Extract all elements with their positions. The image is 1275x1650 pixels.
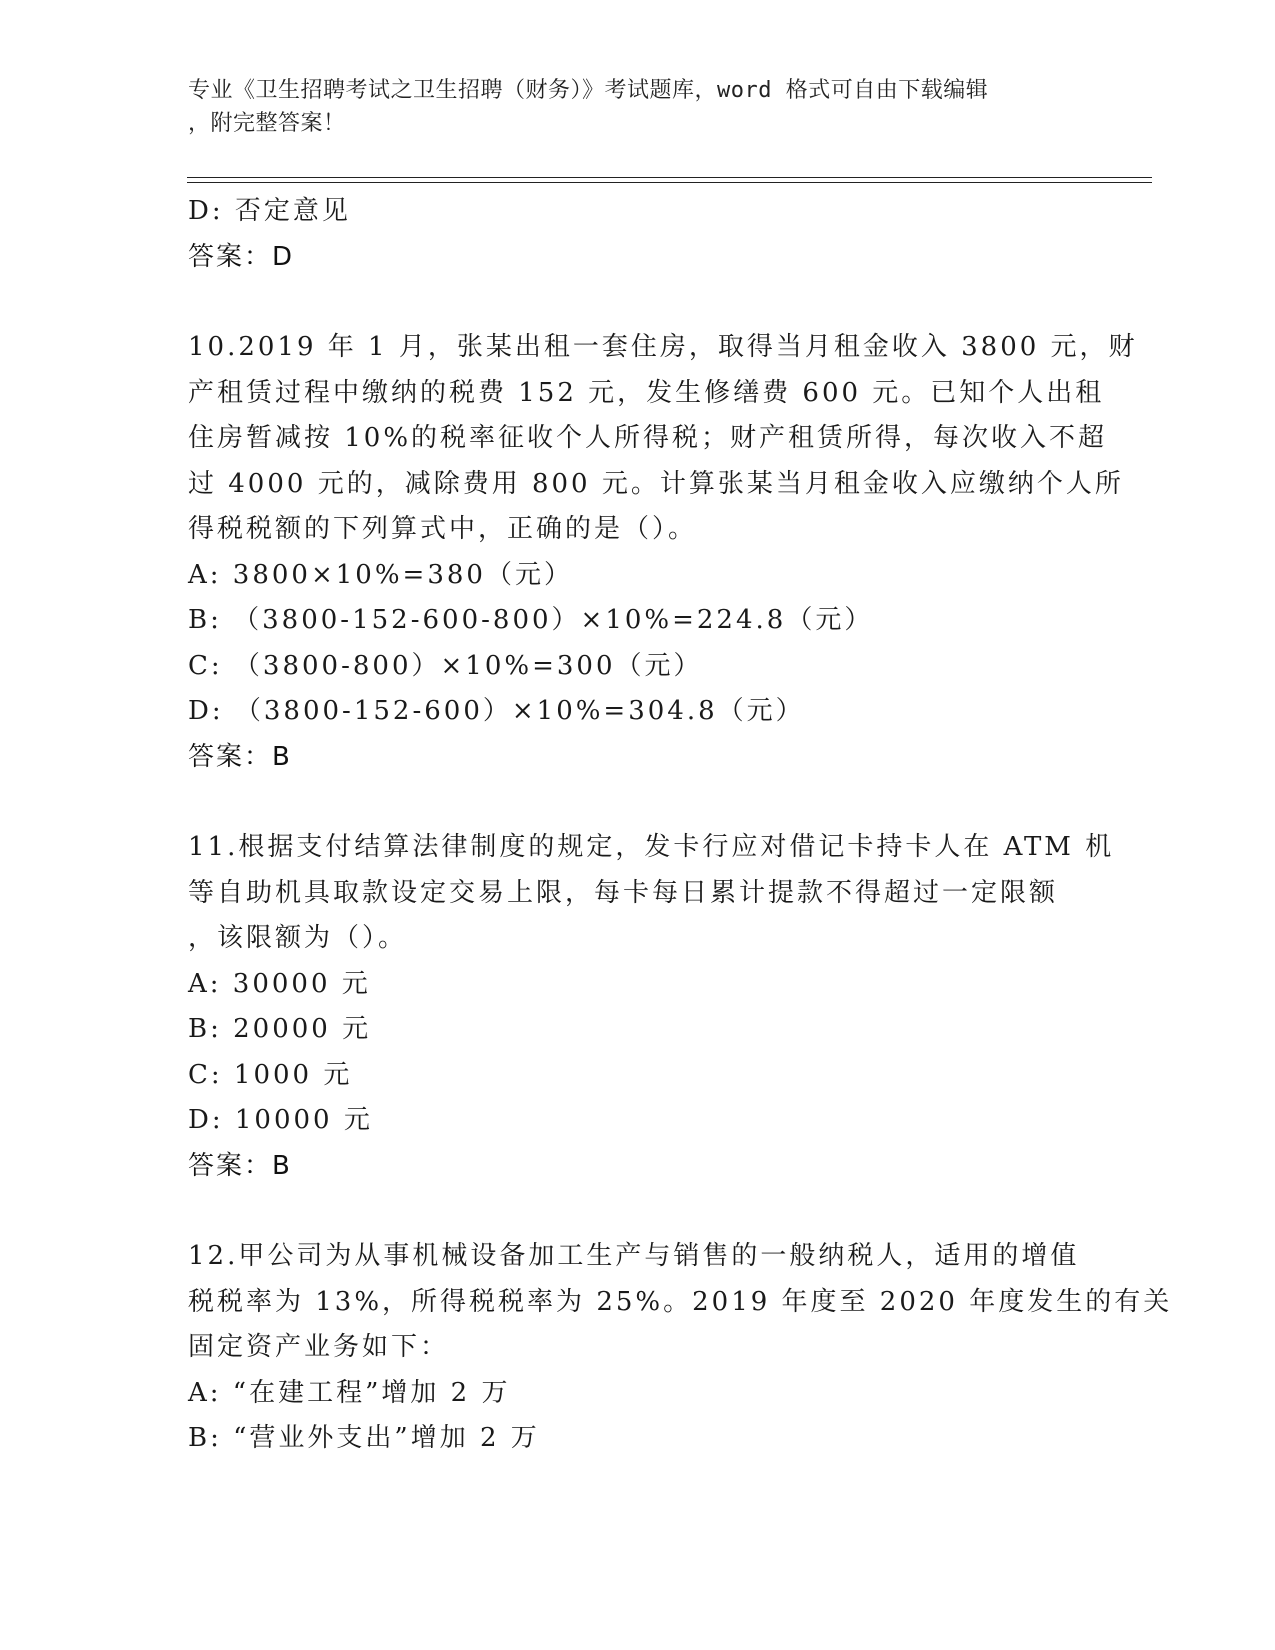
header-divider-bottom (187, 182, 1152, 183)
option-d: D: 否定意见 (188, 196, 351, 226)
spacer (188, 780, 1088, 825)
option-d: D: （3800-152-600）×10%=304.8（元） (188, 696, 805, 726)
question-11 (188, 825, 1115, 1189)
question-stem-line: 10.2019 年 1 月，张某出租一套住房，取得当月租金收入 3800 元，财 (188, 332, 1138, 362)
option-a: A: “在建工程”增加 2 万 (188, 1377, 511, 1408)
question-stem-line: 过 4000 元的，减除费用 800 元。计算张某当月租金收入应缴纳个人所 (188, 468, 1124, 499)
option-b: B: “营业外支出”增加 2 万 (188, 1423, 540, 1453)
answer-line: 答案：B (188, 741, 292, 772)
question-stem-line: 11.根据支付结算法律制度的规定，发卡行应对借记卡持卡人在 ATM 机 (188, 832, 1115, 862)
question-stem-line: 住房暂减按 10%的税率征收个人所得税；财产租赁所得，每次收入不超 (188, 423, 1108, 453)
question-stem-line: ，该限额为（）。 (188, 923, 408, 953)
option-a: A: 30000 元 (188, 968, 371, 999)
answer-line: 答案：B (188, 1150, 292, 1181)
option-b: B: （3800-152-600-800）×10%=224.8（元） (188, 605, 874, 635)
header-divider-top (187, 177, 1152, 178)
question-10 (188, 325, 1138, 780)
question-9-tail (188, 189, 1088, 280)
spacer (188, 1189, 1088, 1234)
question-stem-line: 得税税额的下列算式中，正确的是（）。 (188, 514, 698, 544)
answer-line: 答案：D (188, 241, 295, 272)
spacer (188, 280, 1088, 325)
document-header (188, 74, 1088, 140)
question-stem-line: 税税率为 13%，所得税税率为 25%。2019 年度至 2020 年度发生的有关 (188, 1286, 1173, 1317)
document-body (188, 189, 1173, 1462)
option-d: D: 10000 元 (188, 1105, 373, 1135)
option-b: B: 20000 元 (188, 1014, 372, 1044)
question-stem-line: 12.甲公司为从事机械设备加工生产与销售的一般纳税人，适用的增值 (188, 1241, 1080, 1271)
question-stem-line: 等自助机具取款设定交易上限，每卡每日累计提款不得超过一定限额 (188, 877, 1059, 908)
option-c: C: 1000 元 (188, 1059, 353, 1090)
option-a: A: 3800×10%=380（元） (188, 559, 573, 590)
question-12 (188, 1234, 1173, 1462)
question-stem-line: 固定资产业务如下： (188, 1332, 450, 1362)
header-line-2: ，附完整答案！ (188, 111, 346, 136)
option-c: C: （3800-800）×10%=300（元） (188, 650, 703, 681)
question-stem-line: 产租赁过程中缴纳的税费 152 元，发生修缮费 600 元。已知个人出租 (188, 377, 1105, 408)
header-line-1: 专业《卫生招聘考试之卫生招聘（财务）》考试题库，word 格式可自由下载编辑 (188, 78, 989, 103)
